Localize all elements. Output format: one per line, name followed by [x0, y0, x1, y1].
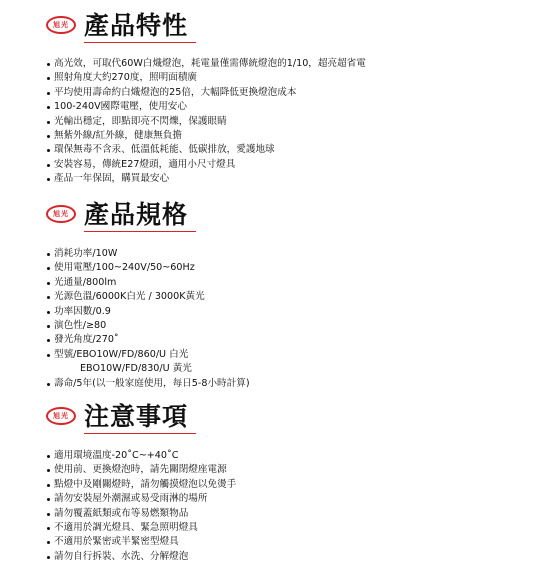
- spec-item-continuation: EBO10W/FD/830/U 黃光: [80, 363, 192, 375]
- specs-header: [46, 199, 206, 233]
- notes-title: 注意事項: [84, 402, 189, 431]
- features-title-underline: [84, 42, 196, 43]
- spec-item: 使用電壓/100~240V/50~60Hz: [46, 261, 250, 275]
- brand-logo-text: 旭光: [53, 210, 69, 218]
- specs-title-underline: [84, 231, 196, 232]
- features-list: [46, 57, 366, 187]
- spec-item: 型號/EBO10W/FD/860/U 白光: [46, 348, 250, 362]
- specs-title: 產品規格: [84, 200, 189, 229]
- features-title: 產品特性: [84, 11, 189, 40]
- spec-item: 壽命/5年(以一般家庭使用，每日5-8小時計算): [46, 377, 250, 391]
- note-item: 點燈中及剛關燈時，請勿觸摸燈泡以免燙手: [46, 478, 236, 492]
- feature-item: 100-240V國際電壓，使用安心: [46, 100, 366, 114]
- brand-logo-icon: [46, 16, 76, 34]
- specs-list: [46, 247, 250, 391]
- spec-item: 發光角度/270˚: [46, 333, 250, 347]
- notes-title-underline: [84, 433, 196, 434]
- brand-logo-text: 旭光: [53, 412, 69, 420]
- notes-header: [46, 401, 206, 435]
- note-item: 使用前、更換燈泡時，請先關閉燈座電源: [46, 463, 236, 477]
- brand-logo-icon: [46, 407, 76, 425]
- brand-logo-text: 旭光: [53, 21, 69, 29]
- note-item: 請勿安裝屋外潮濕或易受雨淋的場所: [46, 492, 236, 506]
- spec-item: 消耗功率/10W: [46, 247, 250, 261]
- feature-item: 環保無毒不含汞、低溫低耗能、低碳排放，愛護地球: [46, 143, 366, 157]
- note-item: 適用環境溫度-20˚C~+40˚C: [46, 449, 236, 463]
- spec-item: 演色性/≥80: [46, 319, 250, 333]
- feature-item: 高光效，可取代60W白熾燈泡，耗電量僅需傳統燈泡的1/10，超亮超省電: [46, 57, 366, 71]
- note-item: 不適用於緊密或半緊密型燈具: [46, 535, 236, 549]
- feature-item: 照射角度大約270度，照明面積廣: [46, 71, 366, 85]
- feature-item: 平均使用壽命約白熾燈泡的25倍，大幅降低更換燈泡成本: [46, 86, 366, 100]
- note-item: 請勿自行拆裝、水洗、分解燈泡: [46, 550, 236, 564]
- feature-item: 產品一年保固，購買最安心: [46, 172, 366, 186]
- feature-item: 安裝容易，傳統E27燈頭，適用小尺寸燈具: [46, 158, 366, 172]
- feature-item: 無紫外線/紅外線，健康無負擔: [46, 129, 366, 143]
- feature-item: 光輸出穩定，即點即亮不閃爍，保護眼睛: [46, 115, 366, 129]
- note-item: 請勿覆蓋紙類或布等易燃類物品: [46, 507, 236, 521]
- notes-list: [46, 449, 236, 564]
- brand-logo-icon: [46, 205, 76, 223]
- spec-item: 光源色溫/6000K白光 / 3000K黃光: [46, 290, 250, 304]
- note-item: 不適用於調光燈具、緊急照明燈具: [46, 521, 236, 535]
- features-header: [46, 10, 206, 44]
- spec-item: 功率因數/0.9: [46, 305, 250, 319]
- spec-item: 光通量/800lm: [46, 276, 250, 290]
